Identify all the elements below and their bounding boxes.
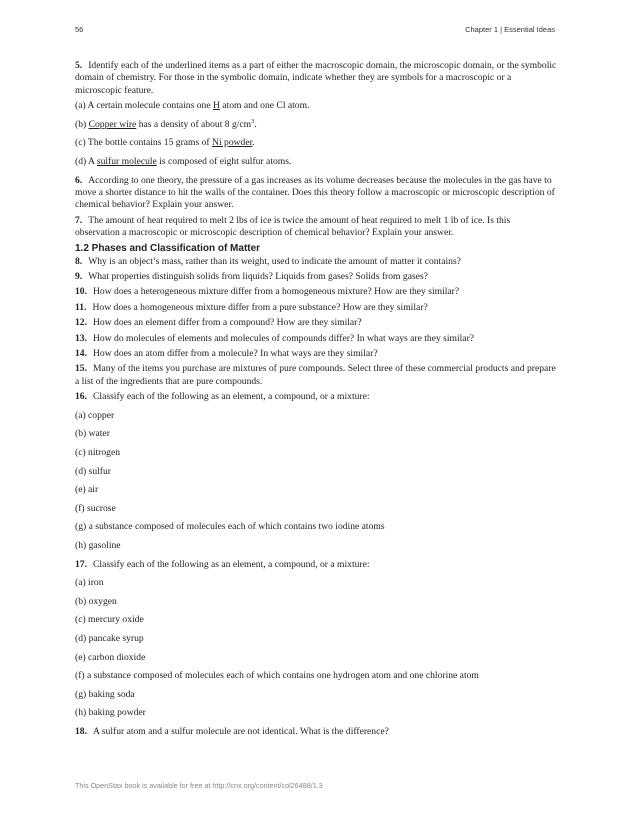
- question-12: [75, 317, 557, 329]
- question-number: 9.: [75, 271, 83, 283]
- question-10: [75, 286, 557, 298]
- page-header: [75, 25, 555, 37]
- question-text: How does a homogeneous mixture differ from a pure substance? How are they similar?: [92, 301, 428, 313]
- question-text: How does an atom differ from a molecule? In what ways are they similar?: [93, 348, 378, 360]
- question-number: 16.: [75, 391, 87, 403]
- question-text: What properties distinguish solids from liquids? Liquids from gases? Solids from gases?: [88, 271, 428, 283]
- page-number: 56: [75, 25, 84, 34]
- sub-text: .: [252, 137, 255, 149]
- question-text: Identify each of the underlined items as a part of either the macroscopic domain, the microscopic domain, or the symbolic domain of chemistry. For those in the symbolic domain, indicate whether they are symbols for a macroscopic or a microscopic feature.: [75, 60, 557, 96]
- question-text: How does a heterogeneous mixture differ from a homogeneous mixture? How are they similar?: [93, 286, 460, 298]
- underlined-item: H: [213, 100, 220, 112]
- sub-text: (c) The bottle contains 15 grams of: [75, 137, 213, 149]
- question-17-items: [75, 577, 557, 720]
- list-item: (h) gasoline: [75, 540, 121, 552]
- question-8: [75, 256, 557, 268]
- question-5b: [75, 119, 557, 131]
- question-text: Classify each of the following as an element, a compound, or a mixture:: [93, 558, 370, 570]
- exercise-content: [75, 60, 557, 741]
- question-7: [75, 215, 557, 240]
- question-number: 12.: [75, 317, 87, 329]
- question-number: 11.: [75, 301, 87, 313]
- question-number: 13.: [75, 332, 87, 344]
- sub-text: (a) A certain molecule contains one: [75, 100, 213, 112]
- question-6: [75, 175, 557, 212]
- question-5a: [75, 100, 557, 112]
- question-text: According to one theory, the pressure of a gas increases as its volume decreases because the molecules in the gas have to move a shorter distance to hit the walls of the container. Does this theory follow a macroscopic or microscopic description of chemical behavior? Explain your answer.: [75, 174, 555, 211]
- question-number: 15.: [75, 363, 87, 375]
- list-item: (a) copper: [75, 409, 115, 421]
- list-item: (c) nitrogen: [75, 447, 121, 459]
- section-heading: 1.2 Phases and Classification of Matter: [75, 242, 261, 254]
- list-item: (g) baking soda: [75, 688, 135, 700]
- question-number: 6.: [75, 174, 83, 186]
- question-17: [75, 559, 557, 571]
- question-list: [75, 256, 557, 389]
- question-text: Classify each of the following as an element, a compound, or a mixture:: [93, 391, 370, 403]
- superscript: 3: [251, 117, 255, 125]
- question-number: 14.: [75, 348, 87, 360]
- list-item: (d) sulfur: [75, 465, 111, 477]
- list-item: (a) iron: [75, 577, 104, 589]
- list-item: (d) pancake syrup: [75, 633, 144, 644]
- list-item: (e) carbon dioxide: [75, 651, 146, 663]
- chapter-title: Chapter 1 | Essential Ideas: [465, 25, 555, 34]
- sub-text: (d) A: [75, 156, 97, 167]
- question-11: [75, 302, 557, 314]
- list-item: (g) a substance composed of molecules each of which contains two iodine atoms: [75, 521, 385, 533]
- list-item: (c) mercury oxide: [75, 614, 144, 626]
- question-number: 7.: [75, 214, 83, 226]
- question-text: The amount of heat required to melt 2 lbs of ice is twice the amount of heat required to melt 1 lb of ice. Is this observation a macroscopic or microscopic description of chemical behavior? Explain your answer.: [75, 214, 511, 239]
- list-item: (f) a substance composed of molecules each of which contains one hydrogen atom and one chlorine atom: [75, 670, 479, 682]
- question-5c: [75, 137, 557, 149]
- question-text: How do molecules of elements and molecules of compounds differ? In what ways are they similar?: [93, 332, 475, 344]
- list-item: (b) water: [75, 428, 110, 440]
- sub-text: (b): [75, 118, 89, 130]
- list-item: (h) baking powder: [75, 707, 146, 719]
- underlined-item: sulfur molecule: [96, 156, 157, 167]
- question-16: [75, 391, 557, 403]
- sub-text: has a density of about 8 g/cm: [136, 118, 252, 130]
- sub-text: .: [254, 118, 257, 130]
- question-number: 5.: [75, 60, 83, 71]
- list-item: (f) sucrose: [75, 502, 116, 514]
- question-13: [75, 333, 557, 345]
- list-item: (b) oxygen: [75, 595, 117, 607]
- question-5d: [75, 156, 557, 168]
- question-18: [75, 726, 557, 738]
- question-number: 17.: [75, 558, 87, 570]
- question-text: Why is an object’s mass, rather than its weight, used to indicate the amount of matter it contains?: [88, 255, 461, 267]
- underlined-item: Copper wire: [88, 118, 137, 130]
- question-16-items: [75, 410, 557, 553]
- question-text: How does an element differ from a compound? How are they similar?: [93, 317, 362, 329]
- question-number: 8.: [75, 255, 83, 267]
- question-9: [75, 271, 557, 283]
- underlined-item: Ni powder: [212, 137, 253, 149]
- sub-text: is composed of eight sulfur atoms.: [156, 156, 292, 167]
- question-15: [75, 363, 557, 388]
- sub-text: atom and one Cl atom.: [219, 100, 310, 112]
- question-14: [75, 348, 557, 360]
- question-number: 10.: [75, 286, 87, 298]
- question-text: Many of the items you purchase are mixtures of pure compounds. Select three of these commercial products and prepare a list of the ingredients that are pure compounds.: [75, 363, 556, 387]
- question-text: A sulfur atom and a sulfur molecule are not identical. What is the difference?: [93, 725, 389, 737]
- page-footer: This OpenStax book is available for free at http://cnx.org/content/col26488/1.3: [75, 781, 323, 790]
- question-5: [75, 60, 557, 97]
- list-item: (e) air: [75, 484, 99, 496]
- question-number: 18.: [75, 725, 87, 737]
